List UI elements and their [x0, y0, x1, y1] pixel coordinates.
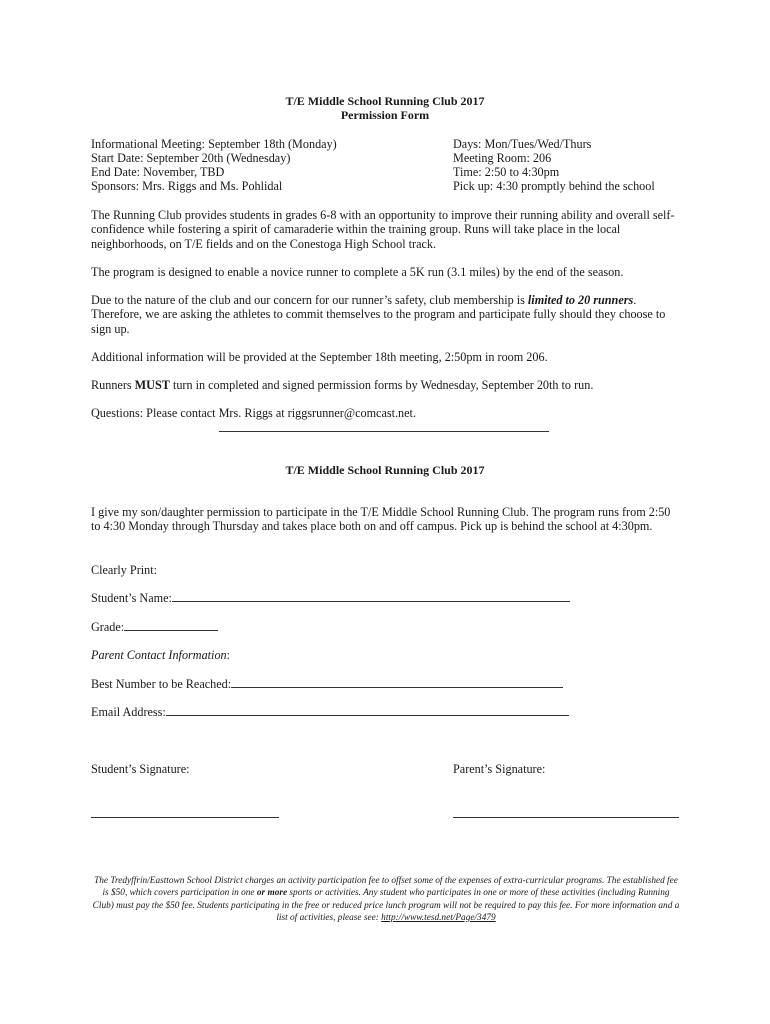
info-pickup: Pick up: 4:30 promptly behind the school [453, 179, 655, 193]
form-title: T/E Middle School Running Club 2017 [285, 463, 485, 477]
form-permission-statement: I give my son/daughter permission to participate in the T/E Middle School Running Club. The program runs from 2:50 to 4:30 Monday through Thursday and takes place both on and off campus. Pick up is behind the school at 4:30pm. [91, 505, 671, 534]
info-days: Days: Mon/Tues/Wed/Thurs [453, 137, 592, 151]
paragraph-additional-info: Additional information will be provided at the September 18th meeting, 2:50pm in room 206. [91, 350, 548, 364]
grade-blank[interactable] [124, 629, 218, 631]
info-meeting: Informational Meeting: September 18th (Monday) [91, 137, 337, 151]
info-sponsors: Sponsors: Mrs. Riggs and Ms. Pohlidal [91, 179, 283, 193]
paragraph-questions: Questions: Please contact Mrs. Riggs at riggsrunner@comcast.net. [91, 406, 416, 420]
student-name-field[interactable] [91, 591, 570, 605]
parent-signature-line[interactable] [453, 817, 679, 818]
deadline-text: Runners [91, 378, 135, 392]
parent-contact-label: Parent Contact Information [91, 648, 227, 662]
email-field[interactable] [91, 705, 569, 719]
fee-text: The Tredyffrin/Easttown School District charges an activity participation fee to offset some of the expenses of extra-curricular programs. The established fee is $50, which covers participation in one [94, 876, 678, 899]
best-number-label: Best Number to be Reached: [91, 677, 232, 691]
info-time: Time: 2:50 to 4:30pm [453, 165, 560, 179]
info-start-date: Start Date: September 20th (Wednesday) [91, 151, 291, 165]
deadline-emphasis: MUST [134, 378, 170, 392]
parent-signature-label: Parent’s Signature: [453, 762, 546, 776]
paragraph-membership [91, 293, 681, 336]
student-signature-line[interactable] [91, 817, 279, 818]
document-subtitle: Permission Form [340, 108, 430, 122]
email-label: Email Address: [91, 705, 166, 719]
membership-text-end: . Therefore, we are asking the athletes to commit themselves to the program and participate fully should they choose to sign up. [91, 293, 666, 336]
paragraph-deadline [91, 378, 681, 392]
grade-field[interactable] [91, 620, 218, 634]
best-number-field[interactable] [91, 677, 563, 691]
email-blank[interactable] [166, 714, 569, 716]
fee-emphasis: or more [256, 888, 288, 899]
clearly-print-label: Clearly Print: [91, 563, 158, 577]
info-room: Meeting Room: 206 [453, 151, 552, 165]
section-divider [219, 431, 549, 432]
membership-limit: limited to 20 runners [527, 293, 634, 307]
best-number-blank[interactable] [231, 686, 563, 688]
student-name-blank[interactable] [172, 600, 570, 602]
deadline-text-end: turn in completed and signed permission forms by Wednesday, September 20th to run. [169, 378, 594, 392]
grade-label: Grade: [91, 620, 125, 634]
fee-footnote [92, 875, 680, 924]
document-title: T/E Middle School Running Club 2017 [285, 94, 485, 108]
student-name-label: Student’s Name: [91, 591, 172, 605]
fee-text-continued: sports or activities. Any student who participates in one or more of these activities (including Running Club) must pay the $50 fee. Students participating in the free or reduced price lunch program will not be required to pay this fee. For more information and a list of activities, please see: [92, 888, 680, 923]
info-end-date: End Date: November, TBD [91, 165, 225, 179]
paragraph-goal: The program is designed to enable a novice runner to complete a 5K run (3.1 miles) by the end of the season. [91, 265, 624, 279]
student-signature-label: Student’s Signature: [91, 762, 190, 776]
membership-text: Due to the nature of the club and our concern for our runner’s safety, club membership is [91, 293, 528, 307]
parent-contact-colon: : [226, 648, 231, 662]
paragraph-description: The Running Club provides students in grades 6-8 with an opportunity to improve their running ability and overall self-confidence while fostering a spirit of camaraderie within the training group. Runs will take place in the local neighborhoods, on T/E fields and on the Conestoga High School track. [91, 208, 675, 251]
parent-contact-heading [91, 648, 230, 662]
activities-link[interactable]: http://www.tesd.net/Page/3479 [381, 912, 496, 923]
